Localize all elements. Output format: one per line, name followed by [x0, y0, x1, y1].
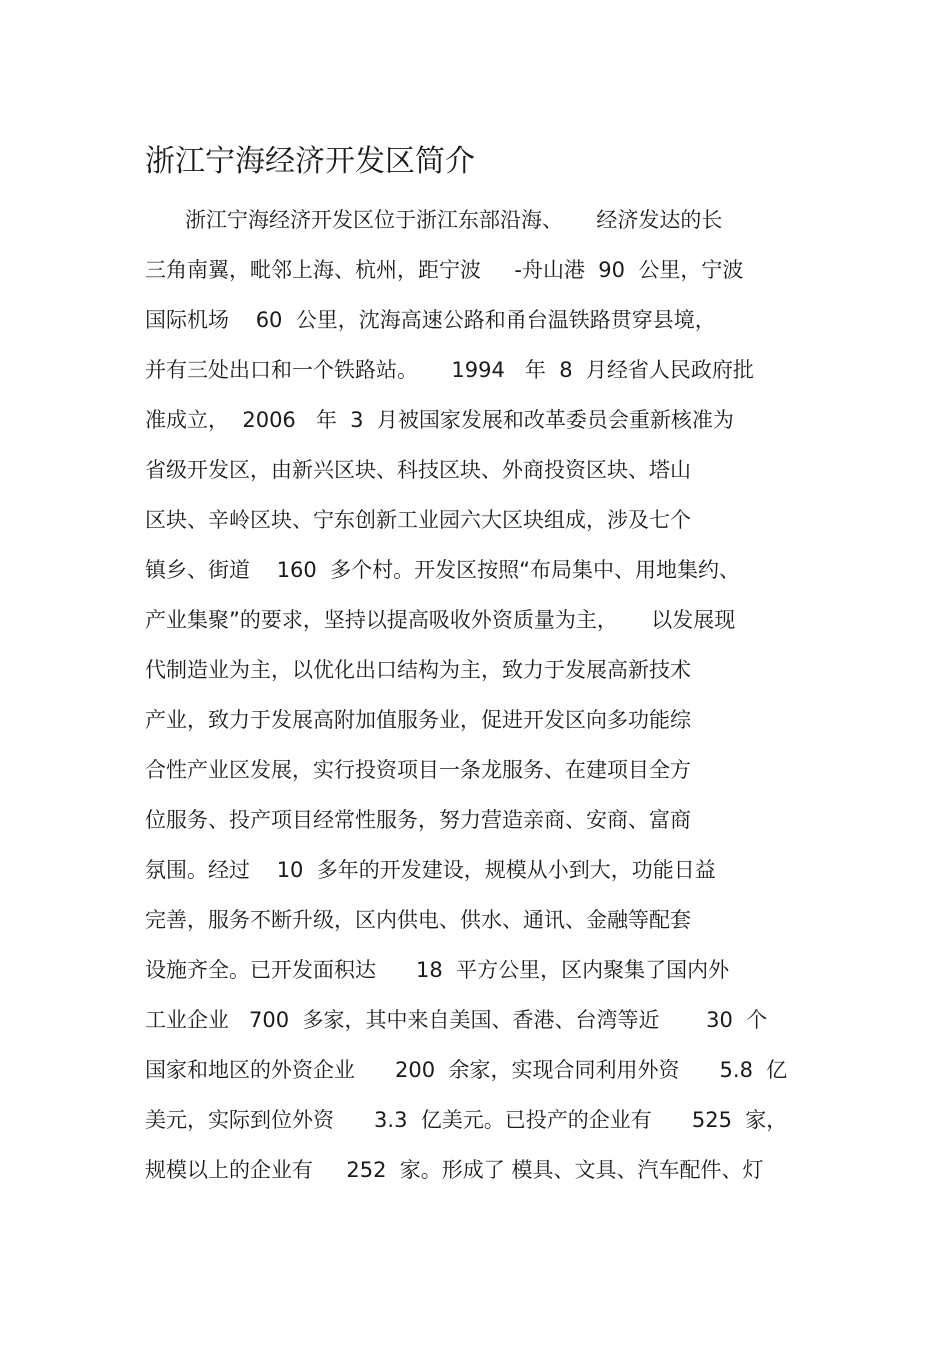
body-line: 浙江宁海经济开发区位于浙江东部沿海、 经济发达的长	[145, 208, 723, 232]
body-line: 国家和地区的外资企业 200 余家，实现合同利用外资 5.8 亿	[145, 1058, 788, 1082]
body-line: 产业，致力于发展高附加值服务业，促进开发区向多功能综	[145, 708, 691, 732]
body-line: 代制造业为主，以优化出口结构为主，致力于发展高新技术	[145, 658, 691, 682]
document-title: 浙江宁海经济开发区简介	[145, 144, 475, 179]
body-line: 氛围。经过 10 多年的开发建设，规模从小到大，功能日益	[145, 858, 716, 882]
body-line: 美元，实际到位外资 3.3 亿美元。已投产的企业有 525 家，	[145, 1108, 788, 1132]
body-line: 规模以上的企业有 252 家。形成了 模具、文具、汽车配件、灯	[145, 1158, 764, 1182]
body-line: 合性产业区发展，实行投资项目一条龙服务、在建项目全方	[145, 758, 691, 782]
body-line: 省级开发区，由新兴区块、科技区块、外商投资区块、塔山	[145, 458, 691, 482]
body-line: 产业集聚”的要求，坚持以提高吸收外资质量为主， 以发展现	[145, 608, 736, 632]
document-body	[145, 198, 845, 1198]
body-line: 区块、辛岭区块、宁东创新工业园六大区块组成，涉及七个	[145, 508, 691, 532]
body-line: 三角南翼，毗邻上海、杭州，距宁波 -舟山港 90 公里，宁波	[145, 258, 744, 282]
body-line: 准成立， 2006 年 3 月被国家发展和改革委员会重新核准为	[145, 408, 734, 432]
body-line: 设施齐全。已开发面积达 18 平方公里，区内聚集了国内外	[145, 958, 730, 982]
body-line: 并有三处出口和一个铁路站。 1994 年 8 月经省人民政府批	[145, 358, 754, 382]
body-line: 工业企业 700 多家，其中来自美国、香港、台湾等近 30 个	[145, 1008, 768, 1032]
body-line: 镇乡、街道 160 多个村。开发区按照“布局集中、用地集约、	[145, 558, 741, 582]
body-line: 完善，服务不断升级，区内供电、供水、通讯、金融等配套	[145, 908, 691, 932]
body-line: 国际机场 60 公里，沈海高速公路和甬台温铁路贯穿县境，	[145, 308, 716, 332]
body-line: 位服务、投产项目经常性服务，努力营造亲商、安商、富商	[145, 808, 691, 832]
